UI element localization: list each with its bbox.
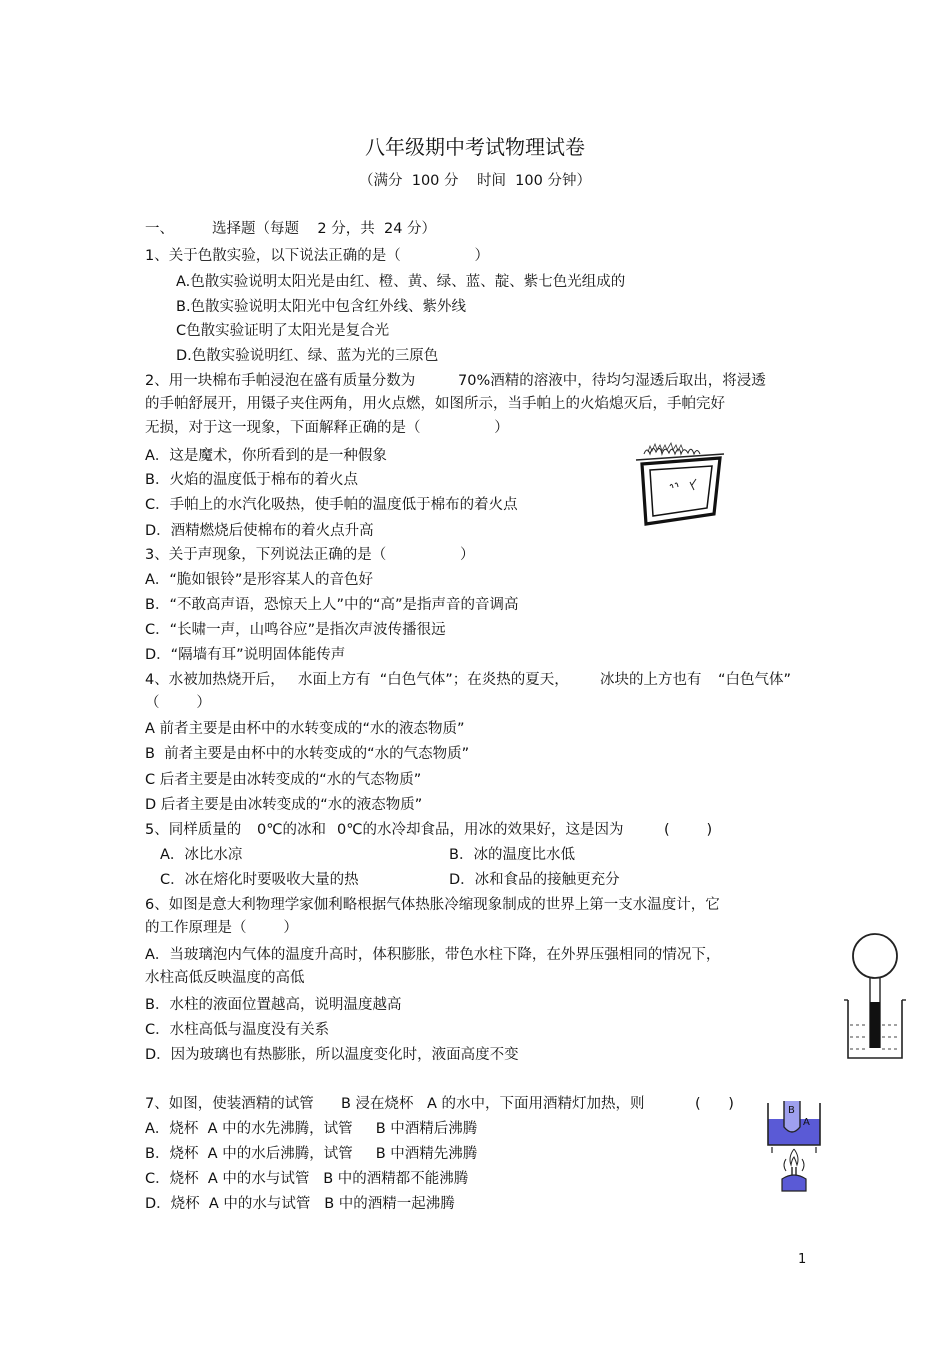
- q7-stem-part3: A 的水中，下面用酒精灯加热，则: [427, 1096, 645, 1112]
- q3-option-c: C．“长啸一声，山鸣谷应”是指次声波传播很远: [145, 622, 446, 638]
- q1-option-a: A.色散实验说明太阳光是由红、橙、黄、绿、蓝、靛、紫七色光组成的: [176, 274, 626, 290]
- q6-option-d: D．因为玻璃也有热膨胀，所以温度变化时，液面高度不变: [145, 1047, 519, 1063]
- q5-stem-part1: 5、同样质量的: [145, 822, 242, 838]
- q7-stem-part4: ( ): [695, 1096, 734, 1112]
- testtube-label-b: B: [788, 1105, 795, 1116]
- q2-option-b: B．火焰的温度低于棉布的着火点: [145, 472, 358, 488]
- galileo-thermometer-figure: [836, 930, 914, 1068]
- q7-option-b: B．烧杯 A 中的水后沸腾，试管 B 中酒精先沸腾: [145, 1146, 478, 1162]
- q4-stem-part1: 4、水被加热烧开后，: [145, 672, 285, 688]
- q1-option-b: B.色散实验说明太阳光中包含红外线、紫外线: [176, 299, 467, 315]
- q4-stem-part4: “白色气体”: [718, 672, 792, 688]
- q5-stem-part4: ( ): [664, 822, 713, 838]
- beaker-testtube-figure: [762, 1097, 826, 1195]
- handkerchief-figure: [634, 440, 730, 528]
- beaker-label-a: A: [803, 1117, 810, 1128]
- q1-stem: 1、关于色散实验，以下说法正确的是（ ）: [145, 248, 489, 264]
- q7-option-d: D．烧杯 A 中的水与试管 B 中的酒精一起沸腾: [145, 1196, 455, 1212]
- q3-option-a: A．“脆如银铃”是形容某人的音色好: [145, 572, 373, 588]
- page-title: 八年级期中考试物理试卷: [365, 135, 585, 159]
- q4-stem-part3: 冰块的上方也有: [600, 672, 702, 688]
- exam-info: （满分 100 分 时间 100 分钟）: [359, 173, 591, 189]
- q4-stem-line2: （ ）: [145, 695, 211, 711]
- q5-stem-part3: 0℃的水冷却食品，用冰的效果好，这是因为: [337, 822, 624, 838]
- q6-option-c: C．水柱高低与温度没有关系: [145, 1022, 330, 1038]
- q2-stem-line1a: 2、用一块棉布手帕浸泡在盛有质量分数为: [145, 373, 416, 389]
- q1-option-c: C色散实验证明了太阳光是复合光: [176, 323, 390, 339]
- q2-option-a: A．这是魔术，你所看到的是一种假象: [145, 448, 387, 464]
- section-heading: 选择题（每题 2 分，共 24 分）: [212, 221, 437, 237]
- q7-option-a: A．烧杯 A 中的水先沸腾，试管 B 中酒精后沸腾: [145, 1121, 478, 1137]
- q2-option-d: D．酒精燃烧后使棉布的着火点升高: [145, 523, 374, 539]
- q2-stem-line3: 无损，对于这一现象，下面解释正确的是（ ）: [145, 420, 509, 436]
- page-number: 1: [798, 1252, 807, 1267]
- q7-stem-part2: B 浸在烧杯: [341, 1096, 414, 1112]
- q7-option-c: C．烧杯 A 中的水与试管 B 中的酒精都不能沸腾: [145, 1171, 469, 1187]
- q5-option-a: A．冰比水凉: [160, 847, 243, 863]
- q2-stem-line2: 的手帕舒展开，用镊子夹住两角，用火点燃，如图所示，当手帕上的火焰熄灭后，手帕完好: [145, 396, 725, 412]
- q4-option-a: A 前者主要是由杯中的水转变成的“水的液态物质”: [145, 721, 465, 737]
- q7-stem-part1: 7、如图，使装酒精的试管: [145, 1096, 314, 1112]
- q2-stem-line1b: 70%酒精的溶液中，待均匀湿透后取出，将浸透: [458, 373, 766, 389]
- section-number: 一、: [145, 221, 174, 237]
- q4-option-d: D 后者主要是由冰转变成的“水的液态物质”: [145, 797, 423, 813]
- q5-option-b: B．冰的温度比水低: [449, 847, 575, 863]
- q2-option-c: C．手帕上的水汽化吸热，使手帕的温度低于棉布的着火点: [145, 497, 518, 513]
- q6-option-b: B．水柱的液面位置越高，说明温度越高: [145, 997, 402, 1013]
- q6-option-a-line2: 水柱高低反映温度的高低: [145, 970, 305, 986]
- q4-stem-part2: 水面上方有 “白色气体”；在炎热的夏天，: [298, 672, 569, 688]
- q1-option-d: D.色散实验说明红、绿、蓝为光的三原色: [176, 348, 439, 364]
- q3-stem: 3、关于声现象，下列说法正确的是（ ）: [145, 547, 475, 563]
- q6-stem-line1: 6、如图是意大利物理学家伽利略根据气体热胀冷缩现象制成的世界上第一支水温度计，它: [145, 897, 720, 913]
- q3-option-b: B．“不敢高声语，恐惊天上人”中的“高”是指声音的音调高: [145, 597, 519, 613]
- q3-option-d: D．“隔墙有耳”说明固体能传声: [145, 647, 346, 663]
- q5-option-d: D．冰和食品的接触更充分: [449, 872, 620, 888]
- q6-option-a-line1: A．当玻璃泡内气体的温度升高时，体积膨胀，带色水柱下降，在外界压强相同的情况下，: [145, 947, 721, 963]
- q4-option-c: C 后者主要是由冰转变成的“水的气态物质”: [145, 772, 422, 788]
- q5-option-c: C．冰在熔化时要吸收大量的热: [160, 872, 359, 888]
- q5-stem-part2: 0℃的冰和: [257, 822, 327, 838]
- q4-option-b: B 前者主要是由杯中的水转变成的“水的气态物质”: [145, 746, 470, 762]
- q6-stem-line2: 的工作原理是（ ）: [145, 920, 298, 936]
